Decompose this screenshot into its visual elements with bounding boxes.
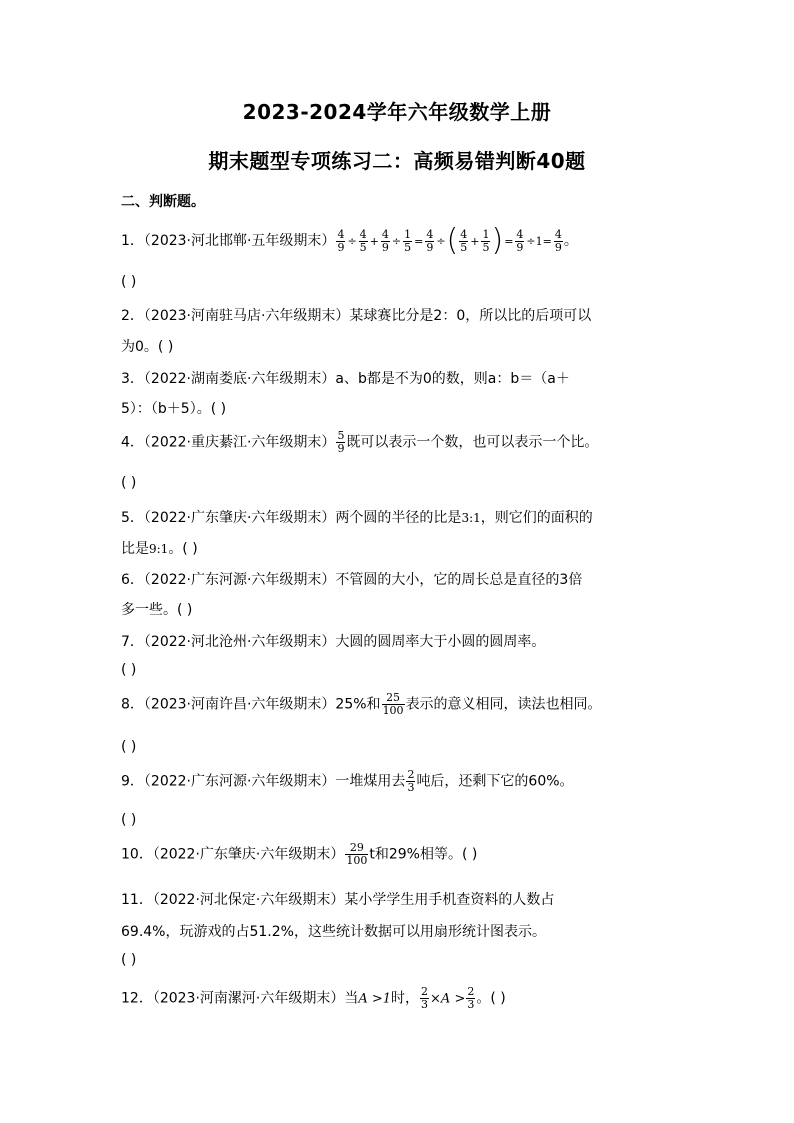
fraction: $\frac{2}{3}$: [467, 985, 475, 1011]
question-11: 11．（2022·河北保定·六年级期末）某小学学生用手机查资料的人数占: [121, 892, 555, 908]
answer-blank-8[interactable]: ( ): [121, 739, 137, 755]
question-2: 2．（2023·河南驻马店·六年级期末）某球赛比分是2：0，所以比的后项可以: [121, 308, 592, 324]
fraction: $\frac{1}{5}$: [404, 227, 412, 254]
fraction: $\frac{25}{100}$: [382, 691, 404, 717]
question-10[interactable]: 10．（2022·广东肇庆·六年级期末） $\frac{29}{100}$ t和29%相等。( ): [121, 841, 478, 867]
fraction: $\frac{5}{9}$: [337, 429, 345, 455]
document-subtitle: 期末题型专项练习二：高频易错判断40题: [208, 149, 586, 173]
fraction: $\frac{29}{100}$: [346, 841, 368, 867]
question-7: 7．（2022·河北沧州·六年级期末）大圆的圆周率大于小圆的圆周率。: [121, 634, 546, 650]
question-6: 6．（2022·广东河源·六年级期末）不管圆的大小，它的周长总是直径的3倍: [121, 572, 583, 588]
question-11-cont: 69.4%，玩游戏的占51.2%，这些统计数据可以用扇形统计图表示。: [121, 924, 546, 940]
fraction: $\frac{4}{9}$: [516, 227, 524, 254]
question-6-cont[interactable]: 多一些。( ): [121, 602, 193, 618]
fraction: $\frac{4}{5}$: [460, 227, 468, 254]
fraction: $\frac{4}{5}$: [359, 227, 367, 254]
fraction: $\frac{2}{3}$: [421, 985, 429, 1011]
document-title: 2023-2024学年六年级数学上册: [242, 100, 552, 124]
answer-blank-4[interactable]: ( ): [121, 475, 137, 491]
fraction: $\frac{4}{9}$: [337, 227, 345, 254]
question-1: 1．（2023·河北邯郸·五年级期末） $\frac{4}{9}$ ÷ $\frac{4}{5}$ + $\frac{4}{9}$ ÷ $\frac{1}{5}$ = $\frac{4}{9}$ ÷( $\frac{4}{5}$ + $\frac{1}{5}$ )= $\frac{4}{9}$ ÷1= $\frac{4}{9}$ 。: [121, 223, 578, 258]
fraction: $\frac{4}{9}$: [426, 227, 434, 254]
answer-blank-7[interactable]: ( ): [121, 662, 137, 678]
question-8: 8．（2023·河南许昌·六年级期末）25%和 $\frac{25}{100}$ 表示的意义相同，读法也相同。: [121, 691, 602, 717]
answer-blank-9[interactable]: ( ): [121, 812, 137, 828]
question-2-cont[interactable]: 为0。( ): [121, 339, 174, 355]
question-3: 3．（2022·湖南娄底·六年级期末）a、b都是不为0的数，则a：b＝（a＋: [121, 371, 570, 387]
question-5: 5．（2022·广东肇庆·六年级期末）两个圆的半径的比是3:1，则它们的面积的: [121, 510, 593, 526]
answer-blank-1[interactable]: ( ): [121, 274, 137, 290]
fraction: $\frac{1}{5}$: [482, 227, 490, 254]
question-12[interactable]: 12．（2023·河南漯河·六年级期末）当A >1时， $\frac{2}{3}$ ×A > $\frac{2}{3}$ 。( ): [121, 985, 506, 1011]
section-heading: 二、判断题。: [121, 194, 205, 210]
question-4: 4．（2022·重庆綦江·六年级期末） $\frac{5}{9}$ 既可以表示一个数，也可以表示一个比。: [121, 429, 599, 455]
fraction: $\frac{4}{9}$: [381, 227, 389, 254]
question-5-cont[interactable]: 比是9:1。( ): [121, 541, 198, 557]
fraction: $\frac{2}{3}$: [407, 768, 415, 794]
answer-blank-11[interactable]: ( ): [121, 952, 137, 968]
question-1-prefix: 1．（2023·河北邯郸·五年级期末）: [121, 233, 336, 249]
question-3-cont[interactable]: 5）：（b＋5）。( ): [121, 401, 227, 417]
fraction: $\frac{4}{9}$: [554, 227, 562, 254]
question-9: 9．（2022·广东河源·六年级期末）一堆煤用去 $\frac{2}{3}$ 吨后，还剩下它的60%。: [121, 768, 574, 794]
